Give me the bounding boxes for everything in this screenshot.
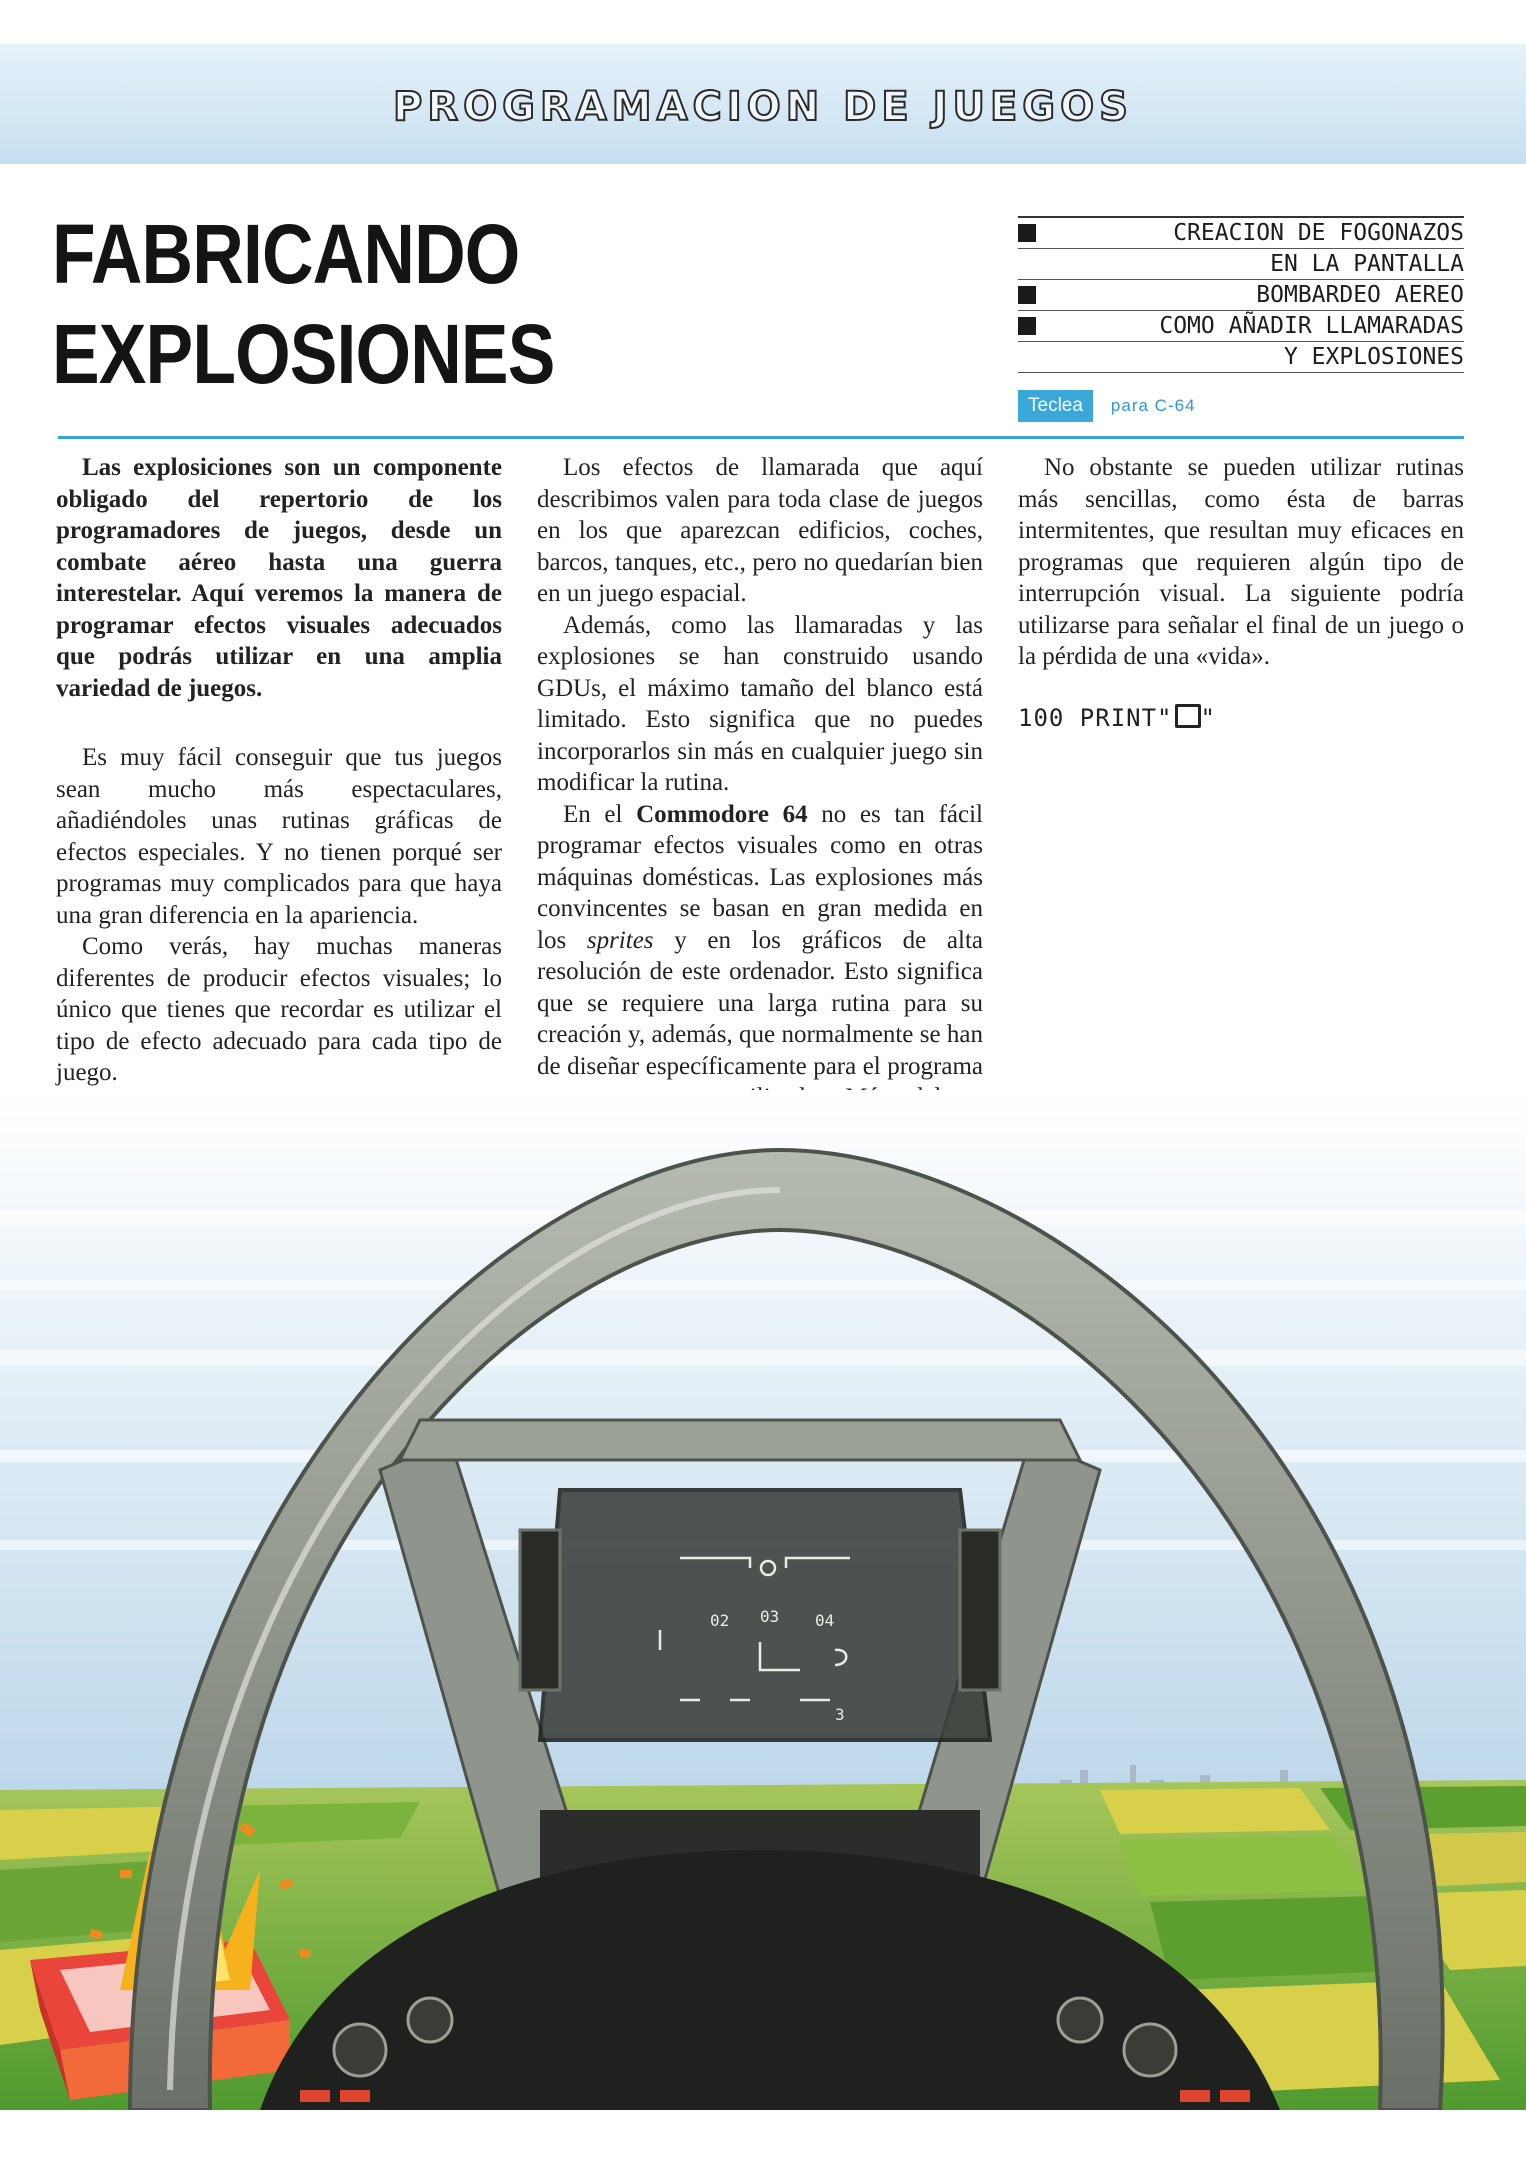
hud-tick-label: 3: [835, 1705, 845, 1724]
topic-text: EN LA PANTALLA: [1270, 251, 1464, 277]
square-bullet-icon: [1018, 286, 1036, 304]
article-title-line-1: FABRICANDO: [52, 207, 520, 301]
clear-screen-symbol-icon: [1175, 704, 1201, 728]
square-bullet-icon: [1018, 317, 1036, 335]
platform-tag: [1018, 390, 1196, 422]
section-title: PROGRAMACION DE JUEGOS: [393, 84, 1133, 130]
body-paragraph: Como verás, hay muchas maneras diferentes de producir efectos visuales; lo único que tienes que recordar es utilizar el tipo de efecto adecuado para cada tipo de juego.: [56, 933, 502, 1086]
hud-tick-label: 04: [815, 1611, 835, 1630]
topic-text: BOMBARDEO AEREO: [1256, 282, 1464, 308]
text-run: En el: [563, 800, 637, 828]
topic-item-continued: [1018, 249, 1464, 280]
code-text: ": [1200, 703, 1216, 732]
code-text: 100 PRINT": [1018, 703, 1173, 732]
platform-label: para C-64: [1110, 396, 1196, 415]
text-run: no es tan fácil programar efectos visuales como en otras máquinas domésticas. Las explosiones más convincentes se basan en gran medida en los: [537, 800, 983, 954]
header-divider: [58, 436, 1464, 439]
topic-item: [1018, 311, 1464, 342]
windscreen-top-bar: [400, 1420, 1080, 1460]
code-listing: [1018, 703, 1464, 735]
text-column-1: [56, 452, 502, 1089]
hud-tick-label: 03: [760, 1607, 780, 1626]
cockpit-illustration: [0, 1090, 1526, 2110]
body-paragraph: Además, como las llamaradas y las explosiones se han construido usando GDUs, el máximo tamaño del blanco está limitado. Esto significa que no puedes incorporarlos sin más en cualquier juego sin modificar la rutina.: [537, 611, 983, 796]
teclea-badge: Teclea: [1018, 390, 1093, 422]
topic-list: [1018, 216, 1464, 373]
square-bullet-icon: [1018, 224, 1036, 242]
body-paragraph: Es muy fácil conseguir que tus juegos sean mucho más espectaculares, añadiéndoles unas rutinas gráficas de efectos especiales. Y no tienen porqué ser programas muy complicados para que haya una gran diferencia en la apariencia.: [56, 744, 502, 929]
article-title-line-2: EXPLOSIONES: [52, 307, 555, 401]
topic-text: COMO AÑADIR LLAMARADAS: [1159, 313, 1464, 339]
topic-text: Y EXPLOSIONES: [1283, 344, 1464, 370]
text-run-bold: Commodore 64: [636, 800, 808, 828]
hud-tick-label: 02: [710, 1611, 730, 1630]
text-run: y en los gráficos de alta resolución de este ordenador. Esto significa que se requiere una larga rutina para su creación y, además, que normalmente se han de diseñar específicamente para el programa: [537, 926, 983, 1080]
body-paragraph: No obstante se pueden utilizar rutinas más sencillas, como ésta de barras intermitentes, que resultan muy eficaces en programas que requieren algún tipo de interrupción visual. La siguiente podría utilizarse para señalar el final de un juego o la pérdida de una «vida».: [1018, 454, 1464, 670]
text-run-italic: sprites: [586, 926, 654, 954]
text-column-3: [1018, 452, 1464, 734]
topic-item: [1018, 280, 1464, 311]
topic-item: [1018, 218, 1464, 249]
intro-paragraph: Las explosiciones son un componente obligado del repertorio de los programadores de juegos, desde un combate aéreo hasta una guerra interestelar. Aquí veremos la manera de programar efectos visuales adecuados que podrás utilizar en una amplia variedad de juegos.: [56, 454, 502, 702]
topic-text: CREACION DE FOGONAZOS: [1173, 220, 1464, 246]
article-title: [52, 204, 554, 404]
body-paragraph: Los efectos de llamarada que aquí describimos valen para toda clase de juegos en los que aparezcan edificios, coches, barcos, tanques, etc., pero no quedarían bien en un juego espacial.: [537, 454, 983, 607]
topic-item-continued: [1018, 342, 1464, 373]
